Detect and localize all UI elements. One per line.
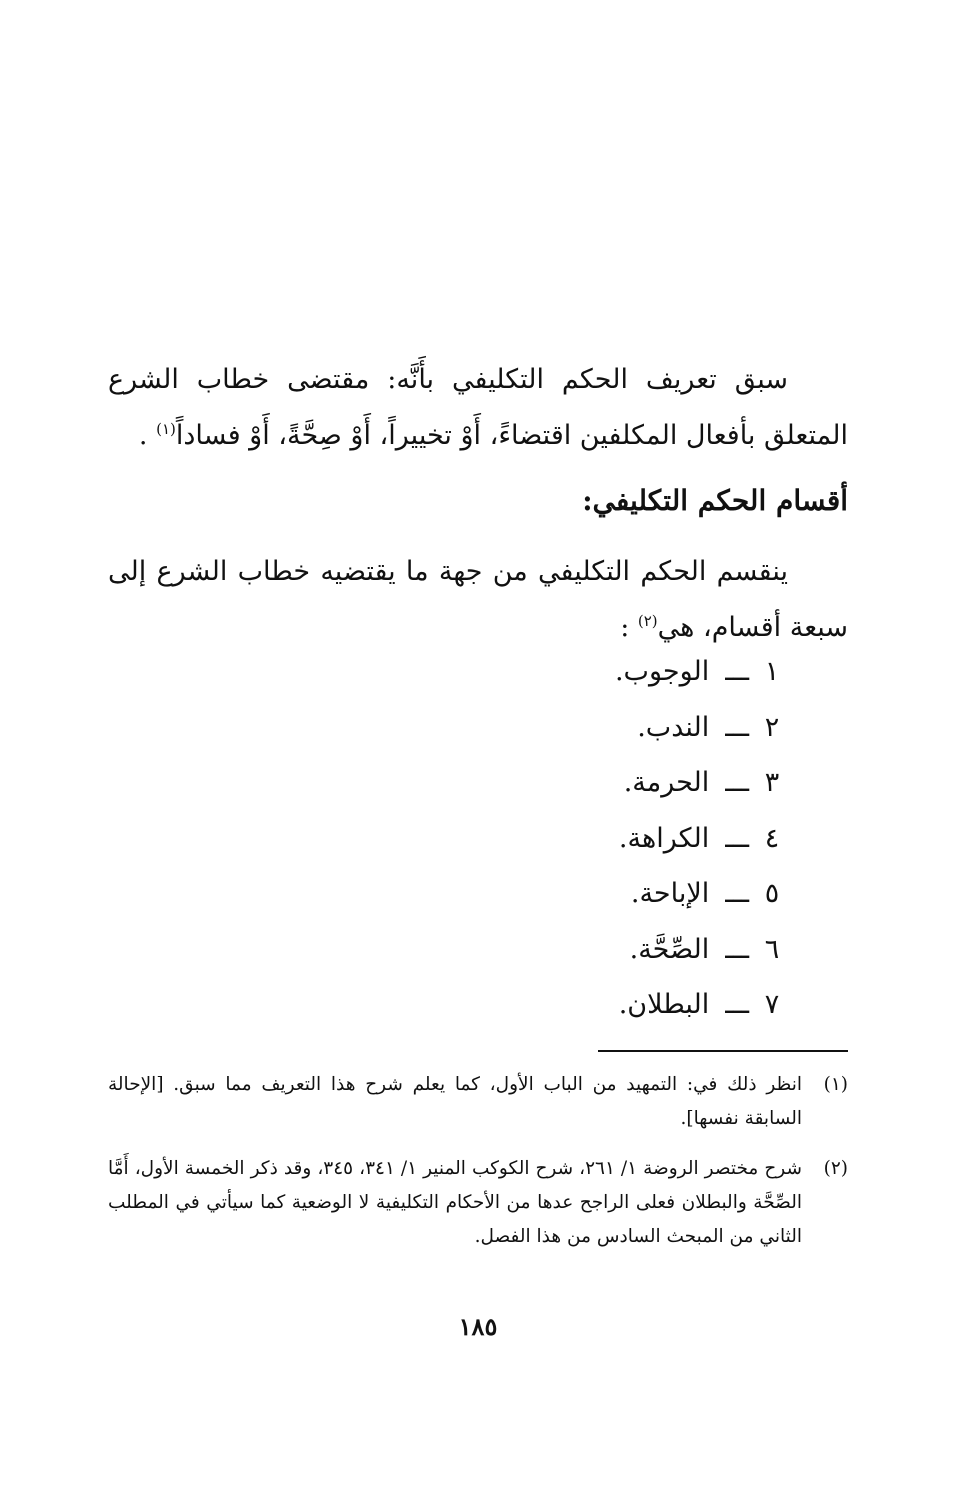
footnote-ref-1[interactable]: (١): [156, 420, 176, 438]
footnote-2: [108, 1152, 848, 1254]
list-item-label: الصِّحَّة.: [629, 933, 710, 965]
footnote-1-number: (١): [823, 1074, 848, 1095]
list-item-dash: ـــ: [725, 767, 749, 798]
page-number: ١٨٥: [458, 1312, 498, 1341]
list-item-dash: ـــ: [725, 656, 749, 687]
list-item: [615, 819, 781, 875]
list-item-number: ٦: [764, 933, 780, 965]
list-item-number: ٥: [764, 878, 780, 909]
list-item-dash: ـــ: [725, 878, 749, 909]
list-item: [615, 708, 781, 764]
section-heading: أقسام الحكم التكليفي:: [582, 484, 848, 517]
list-item: [615, 652, 781, 708]
division-paragraph-end: :: [620, 612, 638, 643]
list-item-dash: ـــ: [725, 822, 749, 854]
intro-paragraph-text: سبق تعريف الحكم التكليفي بأَنَّه: مقتضى خطاب الشرع المتعلق بأفعال المكلفين اقتضاءً، أَوْ تخييراً، أَوْ صِحَّةً، أَوْ فساداً: [108, 364, 848, 451]
list-item: [615, 930, 781, 986]
list-item: [615, 874, 781, 930]
list-item: [615, 985, 781, 1041]
list-item-number: ٣: [764, 767, 780, 798]
list-item-label: البطلان.: [618, 989, 710, 1020]
list-item-label: الكراهة.: [618, 822, 710, 854]
list-item-label: الندب.: [637, 711, 710, 743]
list-item: [615, 763, 781, 819]
footnote-1-text: انظر ذلك في: التمهيد من الباب الأول، كما يعلم شرح هذا التعريف مما سبق. [الإحالة السابقة نفسها].: [108, 1074, 802, 1129]
list-item-number: ٢: [764, 711, 780, 743]
footnote-1: [108, 1068, 848, 1136]
list-item-number: ٤: [764, 822, 780, 854]
division-paragraph-text: ينقسم الحكم التكليفي من جهة ما يقتضيه خطاب الشرع إلى سبعة أقسام، هي: [108, 556, 848, 643]
list-item-number: ١: [764, 656, 780, 687]
list-item-dash: ـــ: [725, 933, 749, 965]
footnote-2-number: (٢): [823, 1158, 848, 1179]
list-item-number: ٧: [764, 989, 780, 1020]
list-item-label: الإباحة.: [630, 878, 710, 909]
intro-paragraph: [108, 352, 848, 464]
list-item-dash: ـــ: [725, 989, 749, 1020]
list-item-label: الوجوب.: [614, 656, 710, 687]
footnote-2-text: شرح مختصر الروضة ١/ ٢٦١، شرح الكوكب المنير ١/ ٣٤١، ٣٤٥، وقد ذكر الخمسة الأول، أَمَّا الصِّحَّة والبطلان فعلى الراجح عدها من الأحكام التكليفية لا الوضعية كما سيأتي في المطلب الثاني من المبحث السادس من هذا الفصل.: [108, 1158, 802, 1247]
list-item-label: الحرمة.: [623, 767, 710, 798]
intro-paragraph-end: .: [138, 420, 157, 451]
rulings-list: [615, 652, 781, 1041]
division-paragraph: [108, 544, 848, 656]
list-item-dash: ـــ: [725, 711, 749, 743]
footnote-ref-2[interactable]: (٢): [637, 612, 658, 630]
footnote-separator: [598, 1050, 848, 1052]
